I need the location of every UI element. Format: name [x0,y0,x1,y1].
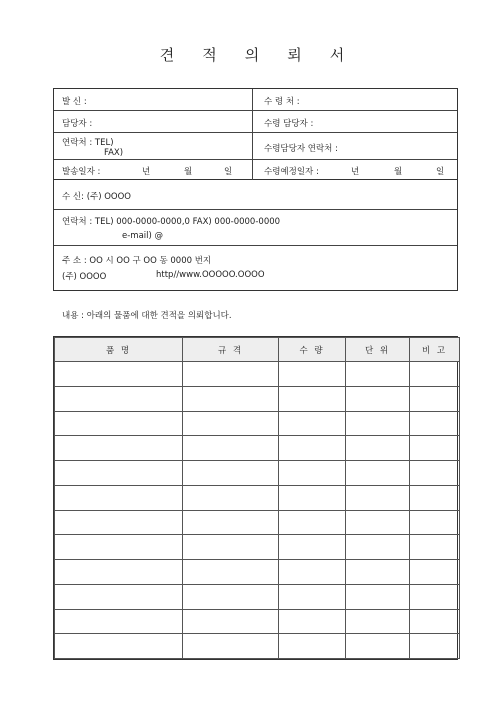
table-cell[interactable] [346,609,410,634]
table-cell[interactable] [55,634,183,659]
table-cell[interactable] [346,510,410,535]
header-box [53,88,458,291]
col-header-item: 품 명 [55,338,183,362]
title-char: 견 [159,46,175,64]
table-cell[interactable] [279,609,346,634]
document-title [0,44,504,65]
table-cell[interactable] [279,411,346,436]
table-cell[interactable] [55,362,183,387]
table-cell[interactable] [55,535,183,560]
table-cell[interactable] [183,461,279,486]
company-url: http//www.OOOOO.OOOO [156,270,265,280]
table-cell[interactable] [279,461,346,486]
recipient-label: 수 령 처 : [264,97,300,107]
table-cell[interactable] [410,411,460,436]
title-char: 뢰 [287,46,302,64]
table-cell[interactable] [55,609,183,634]
items-table [53,336,458,660]
table-row [55,485,460,510]
table-cell[interactable] [346,535,410,560]
table-row [55,634,460,659]
table-cell[interactable] [183,584,279,609]
table-cell[interactable] [346,634,410,659]
table-cell[interactable] [346,584,410,609]
table-cell[interactable] [279,510,346,535]
col-header-unit: 단 위 [346,338,410,362]
table-cell[interactable] [410,485,460,510]
table-cell[interactable] [279,634,346,659]
table-cell[interactable] [410,584,460,609]
request-note: 내용 : 아래의 물품에 대한 견적을 의뢰합니다. [62,311,232,321]
table-cell[interactable] [346,485,410,510]
table-cell[interactable] [55,560,183,585]
expected-day: 일 [436,167,445,177]
table-cell[interactable] [410,609,460,634]
table-row [55,584,460,609]
table-cell[interactable] [279,386,346,411]
title-char: 의 [244,46,260,64]
table-row [55,535,460,560]
table-cell[interactable] [346,436,410,461]
info-row-address [54,246,457,290]
table-cell[interactable] [55,436,183,461]
col-header-remarks: 비 고 [410,338,460,362]
table-cell[interactable] [346,362,410,387]
table-cell[interactable] [410,436,460,461]
col-header-spec: 규 격 [183,338,279,362]
recipient-contact-person-label: 수령 담당자 : [264,119,314,129]
table-cell[interactable] [183,634,279,659]
header-divider [252,89,253,180]
address-line: 주 소 : OO 시 OO 구 OO 동 0000 번지 [62,256,212,266]
table-cell[interactable] [279,584,346,609]
table-cell[interactable] [55,485,183,510]
info-row-to [54,180,457,210]
table-cell[interactable] [183,411,279,436]
table-cell[interactable] [55,461,183,486]
send-date-label: 발송일자 : [62,167,101,177]
table-cell[interactable] [346,386,410,411]
table-cell[interactable] [346,461,410,486]
table-cell[interactable] [279,535,346,560]
company-line: (주) OOOO [62,272,107,282]
table-cell[interactable] [410,560,460,585]
table-cell[interactable] [410,362,460,387]
table-cell[interactable] [55,386,183,411]
table-cell[interactable] [346,560,410,585]
table-row [55,510,460,535]
title-char: 서 [329,46,345,64]
contact-label: 연락처 : TEL) [62,138,114,148]
fax-label: FAX) [104,148,124,158]
table-cell[interactable] [55,510,183,535]
table-row [55,609,460,634]
header-row-sender [54,89,457,111]
expected-month: 월 [394,167,403,177]
table-cell[interactable] [410,510,460,535]
table-cell[interactable] [183,535,279,560]
table-cell[interactable] [279,560,346,585]
table-row [55,560,460,585]
table-cell[interactable] [346,411,410,436]
table-row [55,436,460,461]
contact-person-label: 담당자 : [62,119,93,129]
send-month: 월 [184,167,193,177]
table-cell[interactable] [55,411,183,436]
email-line: e-mail) @ [122,231,164,241]
table-cell[interactable] [410,634,460,659]
table-row [55,461,460,486]
table-cell[interactable] [183,386,279,411]
table-cell[interactable] [183,510,279,535]
table-cell[interactable] [279,485,346,510]
header-row-dates [54,160,457,180]
title-char: 적 [202,46,217,64]
table-cell[interactable] [55,584,183,609]
expected-date-label: 수령예정일자 : [264,167,319,177]
table-cell[interactable] [183,609,279,634]
table-row [55,411,460,436]
table-cell[interactable] [279,436,346,461]
table-cell[interactable] [410,535,460,560]
table-cell[interactable] [410,386,460,411]
table-cell[interactable] [279,362,346,387]
send-year: 년 [142,167,151,177]
info-row-contact [54,210,457,246]
table-cell[interactable] [183,436,279,461]
table-header-row [55,338,460,362]
sender-label: 발 신 : [62,97,87,107]
table-cell[interactable] [183,560,279,585]
table-row [55,386,460,411]
header-row-contact-person [54,111,457,133]
contact-line: 연락처 : TEL) 000-0000-0000,0 FAX) 000-0000-0000 [62,217,281,227]
send-day: 일 [224,167,233,177]
to-line: 수 신: (주) OOOO [62,192,131,202]
table-row [55,362,460,387]
header-row-contact [54,133,457,160]
table-cell[interactable] [410,461,460,486]
table-cell[interactable] [183,485,279,510]
table-cell[interactable] [183,362,279,387]
col-header-qty: 수 량 [279,338,346,362]
recipient-contact-label: 수령담당자 연락처 : [264,144,338,154]
expected-year: 년 [351,167,360,177]
